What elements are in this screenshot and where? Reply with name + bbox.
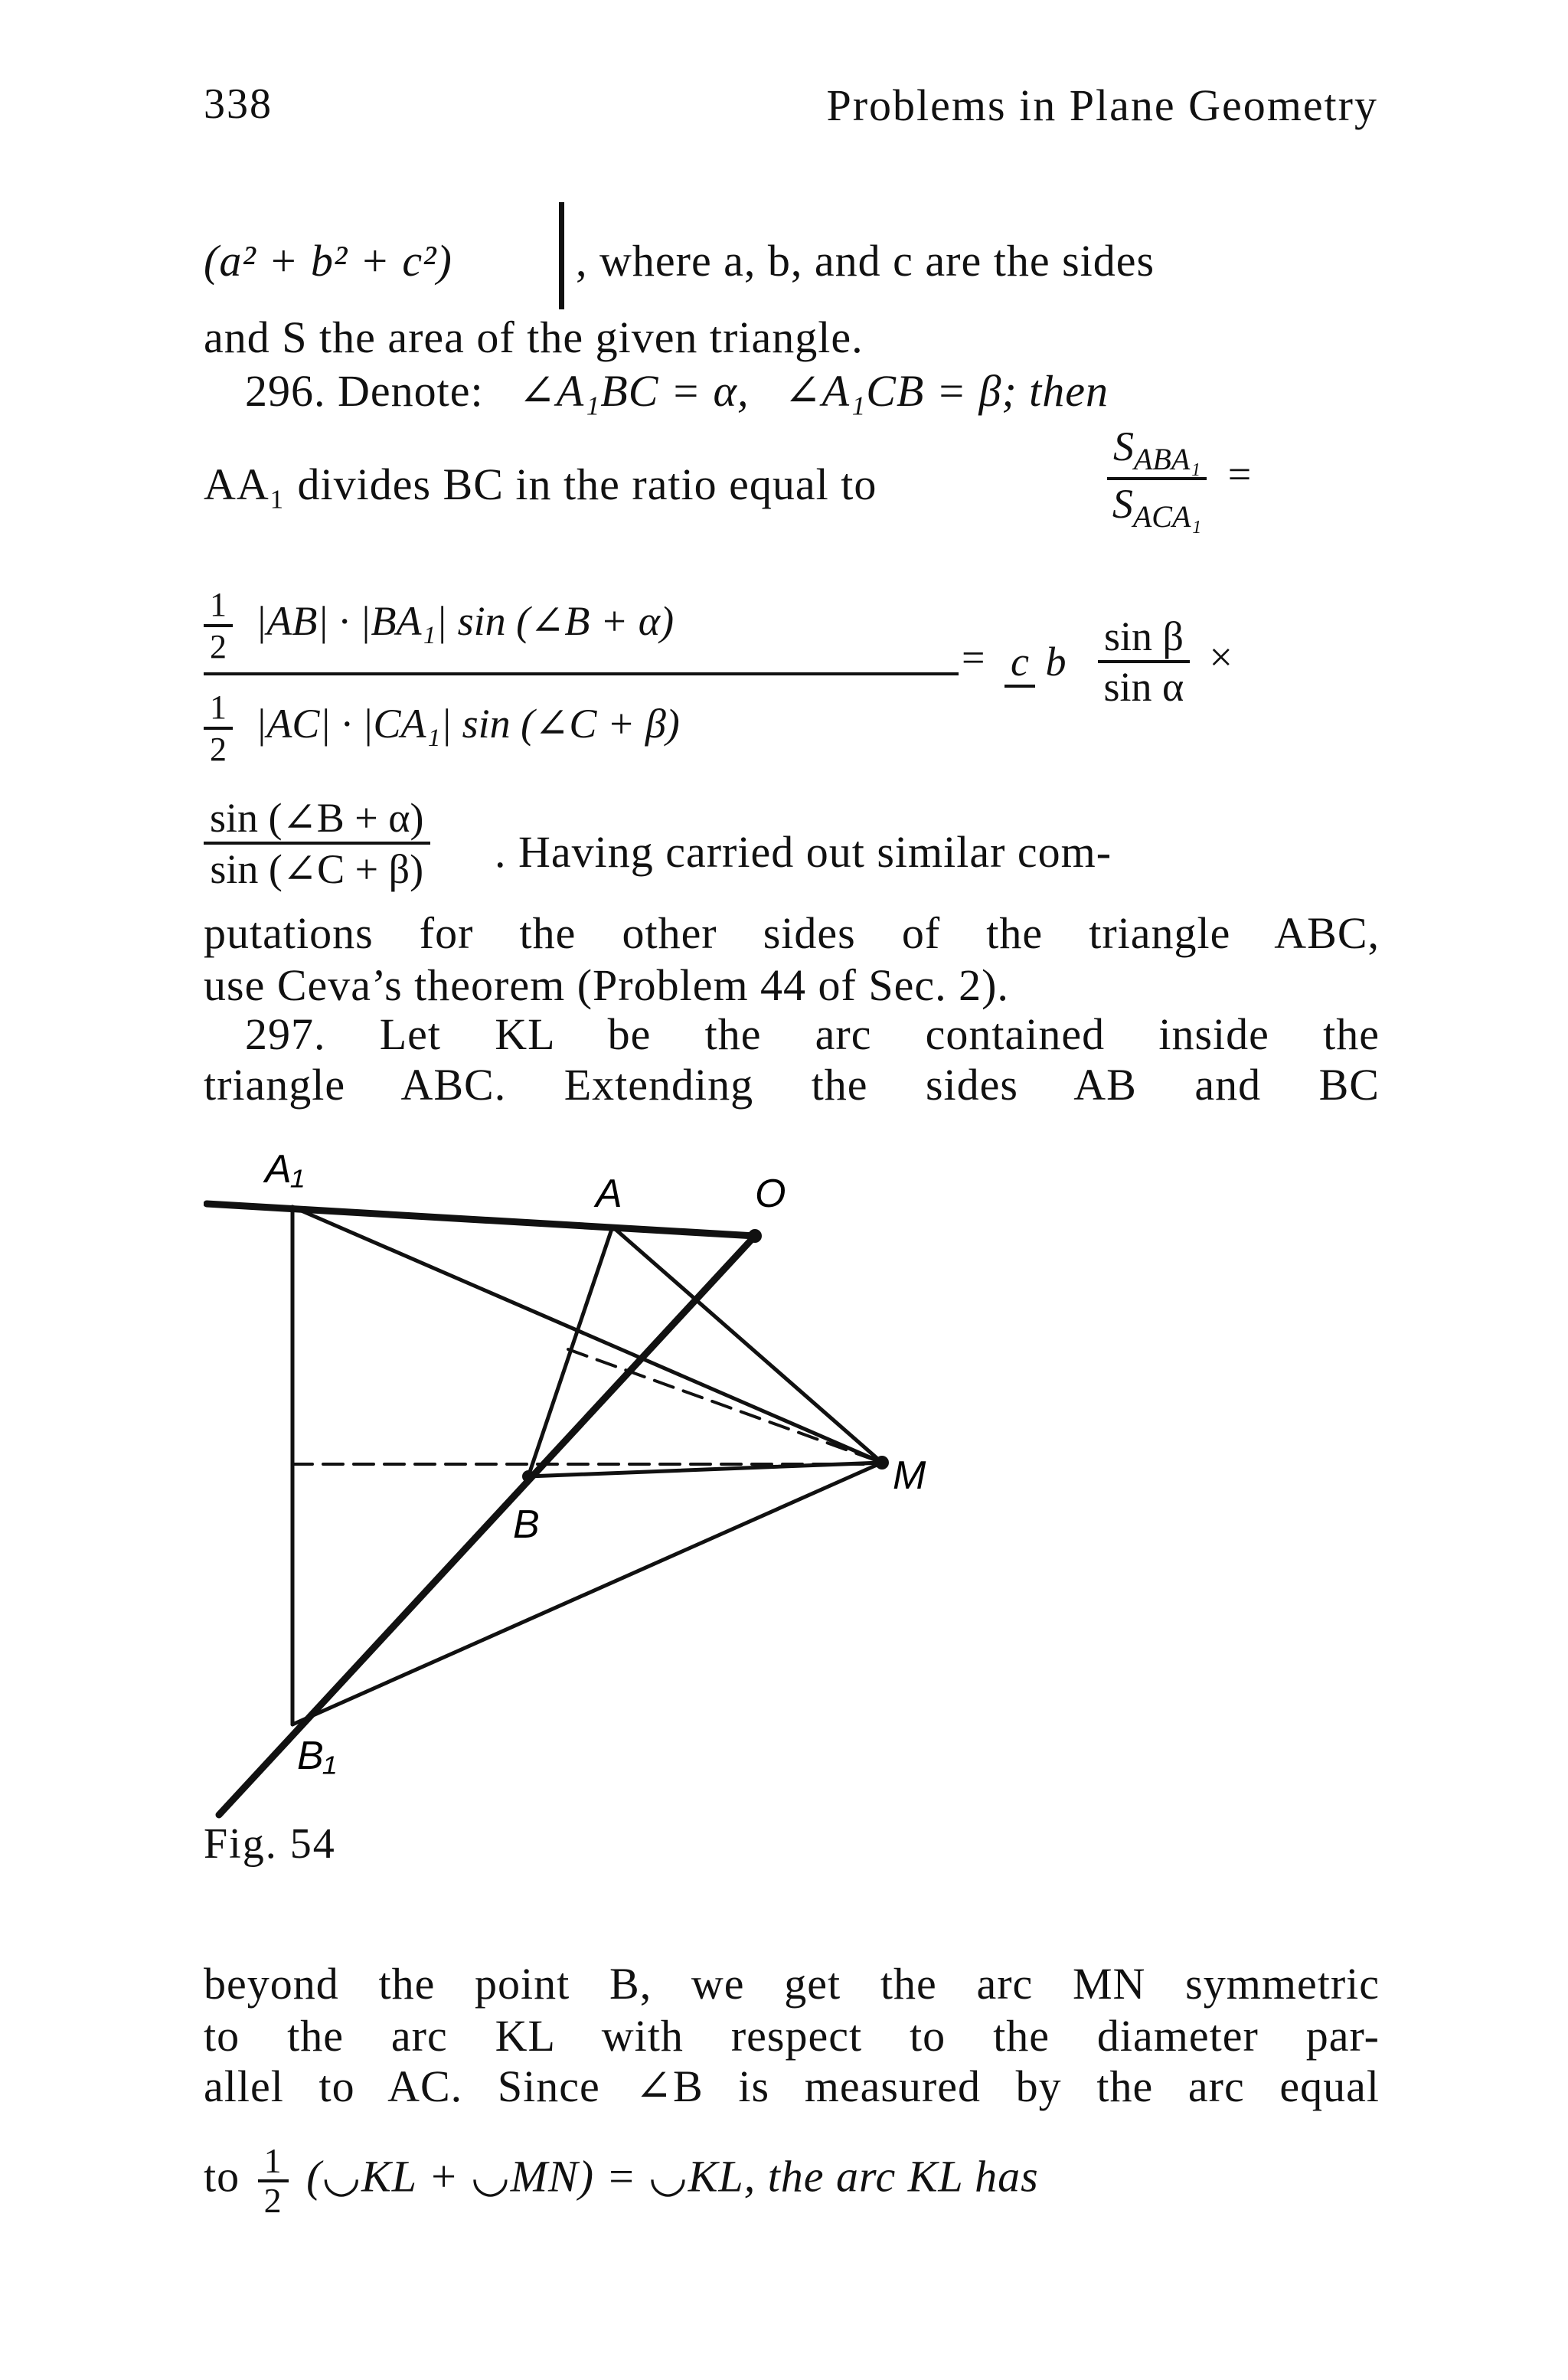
- formula-line: [204, 234, 452, 288]
- half-num-3: 1: [258, 2143, 289, 2182]
- putations-text: putations for the other sides of the triangle ABC,: [204, 908, 1380, 958]
- half-num-1: 1: [204, 585, 233, 627]
- label-b: B: [513, 1502, 540, 1547]
- area-text: and S the area of the given triangle.: [204, 312, 864, 362]
- to-word: to: [204, 2151, 240, 2202]
- line-b1-m: [292, 1463, 882, 1725]
- equals-sign-2: =: [962, 634, 985, 681]
- denominator-expression: |AC| · |CA₁| sin (∠C + β): [255, 701, 680, 747]
- label-o: O: [755, 1172, 786, 1216]
- problem-297-line5: allel to AC. Since ∠B is measured by the arc equal: [204, 2061, 1380, 2111]
- big-fraction-numerator: [204, 585, 674, 666]
- area-ratio-fraction: [1107, 423, 1251, 535]
- c-over: c: [1004, 639, 1035, 688]
- arc-sum-expression: (◡KL + ◡MN) = ◡KL, the arc KL has: [306, 2151, 1039, 2202]
- b-under: b: [1045, 639, 1067, 685]
- angle-beta: ∠A₁CB = β; then: [784, 366, 1109, 416]
- label-b1: B₁: [297, 1734, 337, 1778]
- problem-297-line3: beyond the point B, we get the arc MN symmetric: [204, 1959, 1380, 2009]
- page-number: 338: [204, 80, 273, 128]
- label-a1: A₁: [265, 1147, 305, 1192]
- area-sub-bottom: ACA₁: [1132, 499, 1202, 534]
- having-text: . Having carried out similar com-: [495, 827, 1112, 877]
- equation-right-side: [962, 613, 1233, 711]
- evaluation-bar: [559, 202, 564, 309]
- half-num-2: 1: [204, 688, 233, 730]
- problem-297-line2: triangle ABC. Extending the sides AB and BC: [204, 1060, 1380, 1110]
- area-s-top: S: [1113, 423, 1134, 469]
- sin-beta: sin β: [1098, 613, 1190, 663]
- problem-number-296: 296.: [245, 366, 326, 416]
- running-title: Problems in Plane Geometry: [826, 80, 1378, 130]
- sides-text: , where a, b, and c are the sides: [576, 236, 1155, 286]
- big-fraction-denominator: [204, 688, 680, 769]
- big-fraction-bar: [204, 672, 959, 675]
- ceva-text: use Ceva’s theorem (Problem 44 of Sec. 2).: [204, 960, 1009, 1010]
- half-den-2: 2: [210, 731, 227, 768]
- dashed-to-m: [568, 1349, 882, 1463]
- problem-297-line6: [204, 2143, 1380, 2219]
- point-o: [748, 1229, 762, 1243]
- problem-297-line4: to the arc KL with respect to the diameter par-: [204, 2011, 1380, 2061]
- problem-297-line1: 297. Let KL be the arc contained inside the: [245, 1009, 1380, 1059]
- sin-b-alpha: sin (∠B + α): [204, 793, 430, 845]
- equals-sign: =: [1227, 451, 1252, 498]
- numerator-expression: |AB| · |BA₁| sin (∠B + α): [255, 598, 675, 645]
- problem-296-line1: [245, 365, 1380, 418]
- line-a1-o: [207, 1204, 755, 1236]
- times-sign: ×: [1209, 634, 1233, 681]
- point-m: [875, 1456, 889, 1470]
- label-a: A: [596, 1172, 622, 1216]
- line-a1-m: [292, 1207, 882, 1463]
- point-b: [522, 1470, 534, 1483]
- ratio-text: AA₁ divides BC in the ratio equal to: [204, 459, 877, 509]
- figure-54-diagram: [204, 1133, 1429, 1823]
- sin-ratio-fraction: [204, 793, 430, 893]
- angle-alpha: ∠A₁BC = α,: [518, 366, 750, 416]
- denote-label: Denote:: [338, 366, 484, 416]
- label-m: M: [893, 1453, 926, 1498]
- sin-c-beta: sin (∠C + β): [210, 846, 424, 892]
- sin-alpha: sin α: [1103, 664, 1184, 710]
- area-s-bottom: S: [1112, 480, 1133, 527]
- half-den-3: 2: [263, 2181, 283, 2220]
- line-o-b1: [219, 1236, 755, 1815]
- figure-caption: Fig. 54: [204, 1820, 336, 1868]
- area-sub-top: ABA₁: [1134, 441, 1201, 476]
- half-den-1: 2: [210, 628, 227, 665]
- formula-sum: (a² + b² + c²): [204, 236, 452, 286]
